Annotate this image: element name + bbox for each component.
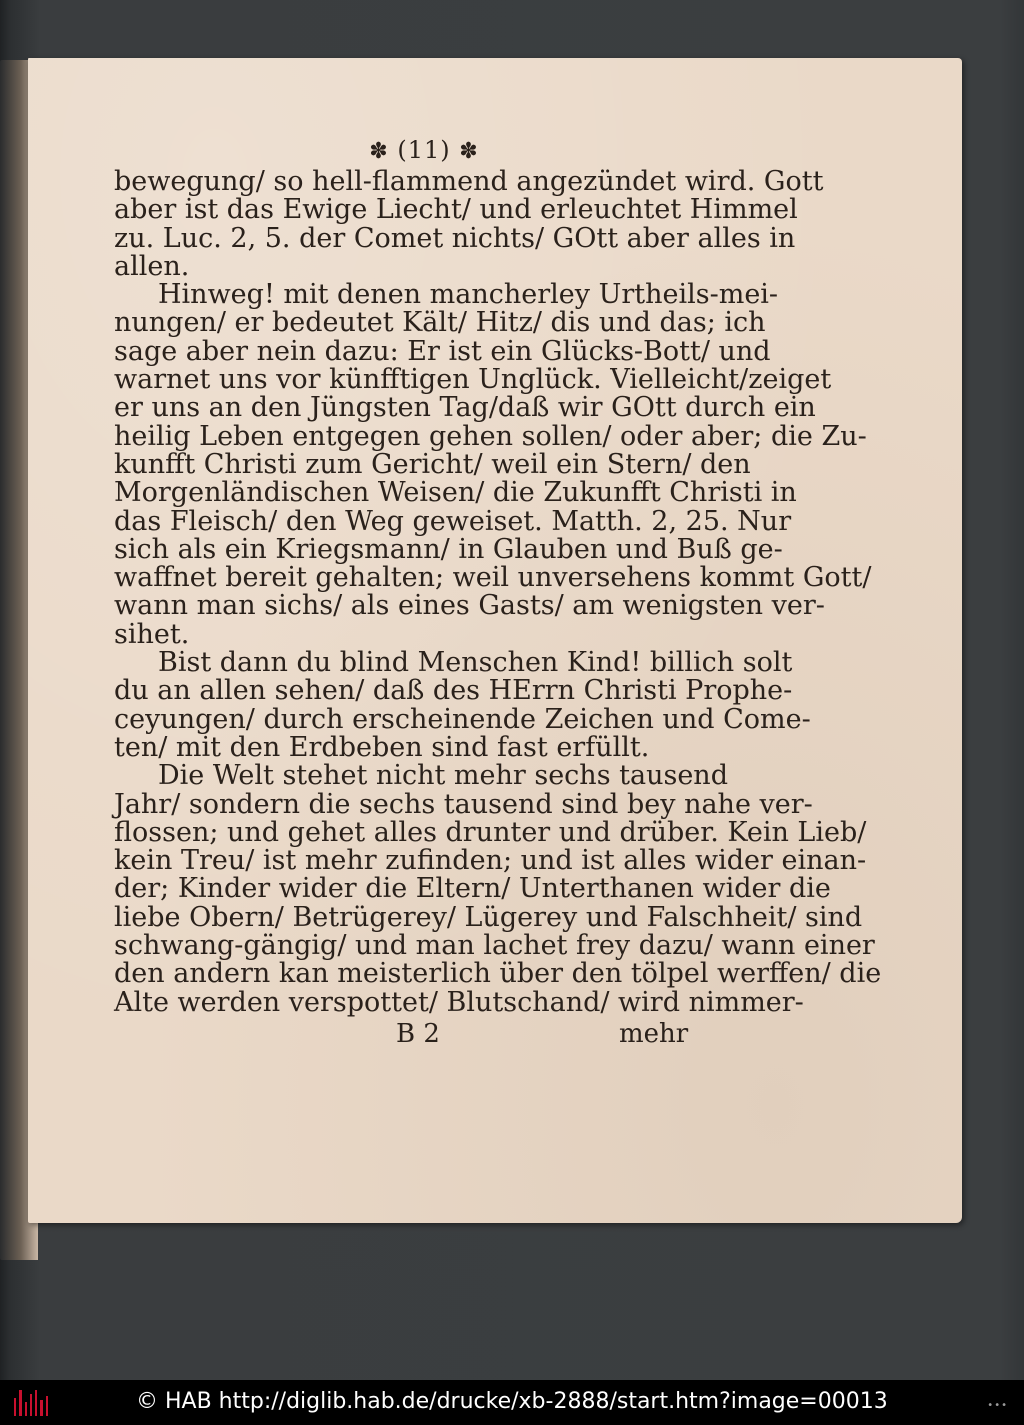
page-text-block xyxy=(114,136,882,1051)
book-page xyxy=(28,58,962,1223)
text-line: er uns an den Jüngsten Tag/daß wir GOtt durch ein xyxy=(114,392,816,424)
text-line: Jahr/ sondern die sechs tausend sind bey nahe ver- xyxy=(114,788,813,820)
text-line: Bist dann du blind Menschen Kind! billich solt xyxy=(158,647,793,679)
text-line: Hinweg! mit denen mancherley Urtheils-mei- xyxy=(158,279,779,311)
text-line: warnet uns vor künfftigen Unglück. Vielleicht/zeiget xyxy=(114,364,832,396)
text-line: nungen/ er bedeutet Kält/ Hitz/ dis und das; ich xyxy=(114,307,766,339)
text-line: Die Welt stehet nicht mehr sechs tausend xyxy=(158,760,728,792)
catch-line xyxy=(114,1019,714,1051)
text-line: ceyungen/ durch erscheinende Zeichen und Come- xyxy=(114,703,811,735)
footer-attribution: © HAB http://diglib.hab.de/drucke/xb-2888/start.htm?image=00013 xyxy=(136,1389,888,1414)
page-number-header xyxy=(134,136,714,168)
text-line: waffnet bereit gehalten; weil unversehens kommt Gott/ xyxy=(114,562,872,594)
text-line: der; Kinder wider die Eltern/ Unterthanen wider die xyxy=(114,873,831,905)
signature-mark: B 2 xyxy=(396,1018,440,1049)
text-line: schwang-gängig/ und man lachet frey dazu/ wann einer xyxy=(114,930,875,962)
text-line: allen. xyxy=(114,250,190,282)
text-line: Alte werden verspottet/ Blutschand/ wird nimmer- xyxy=(114,986,804,1018)
hab-logo-icon xyxy=(14,1388,48,1416)
text-line: sich als ein Kriegsmann/ in Glauben und Buß ge- xyxy=(114,533,783,565)
text-line: du an allen sehen/ daß des HErrn Christi Prophe- xyxy=(114,675,793,707)
text-line: ten/ mit den Erdbeben sind fast erfüllt. xyxy=(114,731,650,763)
text-line: sage aber nein dazu: Er ist ein Glücks-Bott/ und xyxy=(114,335,771,367)
text-line: liebe Obern/ Betrügerey/ Lügerey und Falschheit/ sind xyxy=(114,901,863,933)
text-line: das Fleisch/ den Weg geweiset. Matth. 2, 25. Nur xyxy=(114,505,792,537)
text-line: flossen; und gehet alles drunter und drüber. Kein Lieb/ xyxy=(114,816,867,848)
ornament-right-icon: ✽ xyxy=(459,139,479,164)
text-line: Morgenländischen Weisen/ die Zukunfft Christi in xyxy=(114,477,797,509)
text-line: bewegung/ so hell-flammend angezündet wird. Gott xyxy=(114,166,824,197)
text-line: zu. Luc. 2, 5. der Comet nichts/ GOtt aber alles in xyxy=(114,222,796,254)
text-line: kein Treu/ ist mehr zufinden; und ist alles wider einan- xyxy=(114,845,867,877)
footer-dots-icon: ••• xyxy=(987,1400,1008,1411)
catchword: mehr xyxy=(619,1018,689,1049)
viewer-footer xyxy=(0,1380,1024,1425)
ornament-left-icon: ✽ xyxy=(369,139,389,164)
text-line: den andern kan meisterlich über den tölpel werffen/ die xyxy=(114,958,882,990)
page-number: (11) xyxy=(397,136,451,164)
text-line: sihet. xyxy=(114,618,190,650)
text-line: aber ist das Ewige Liecht/ und erleuchtet Himmel xyxy=(114,194,798,226)
text-line: heilig Leben entgegen gehen sollen/ oder aber; die Zu- xyxy=(114,420,867,452)
text-lines xyxy=(114,166,882,1018)
text-line: kunfft Christi zum Gericht/ weil ein Stern/ den xyxy=(114,448,751,480)
text-line: wann man sichs/ als eines Gasts/ am wenigsten ver- xyxy=(114,590,825,622)
